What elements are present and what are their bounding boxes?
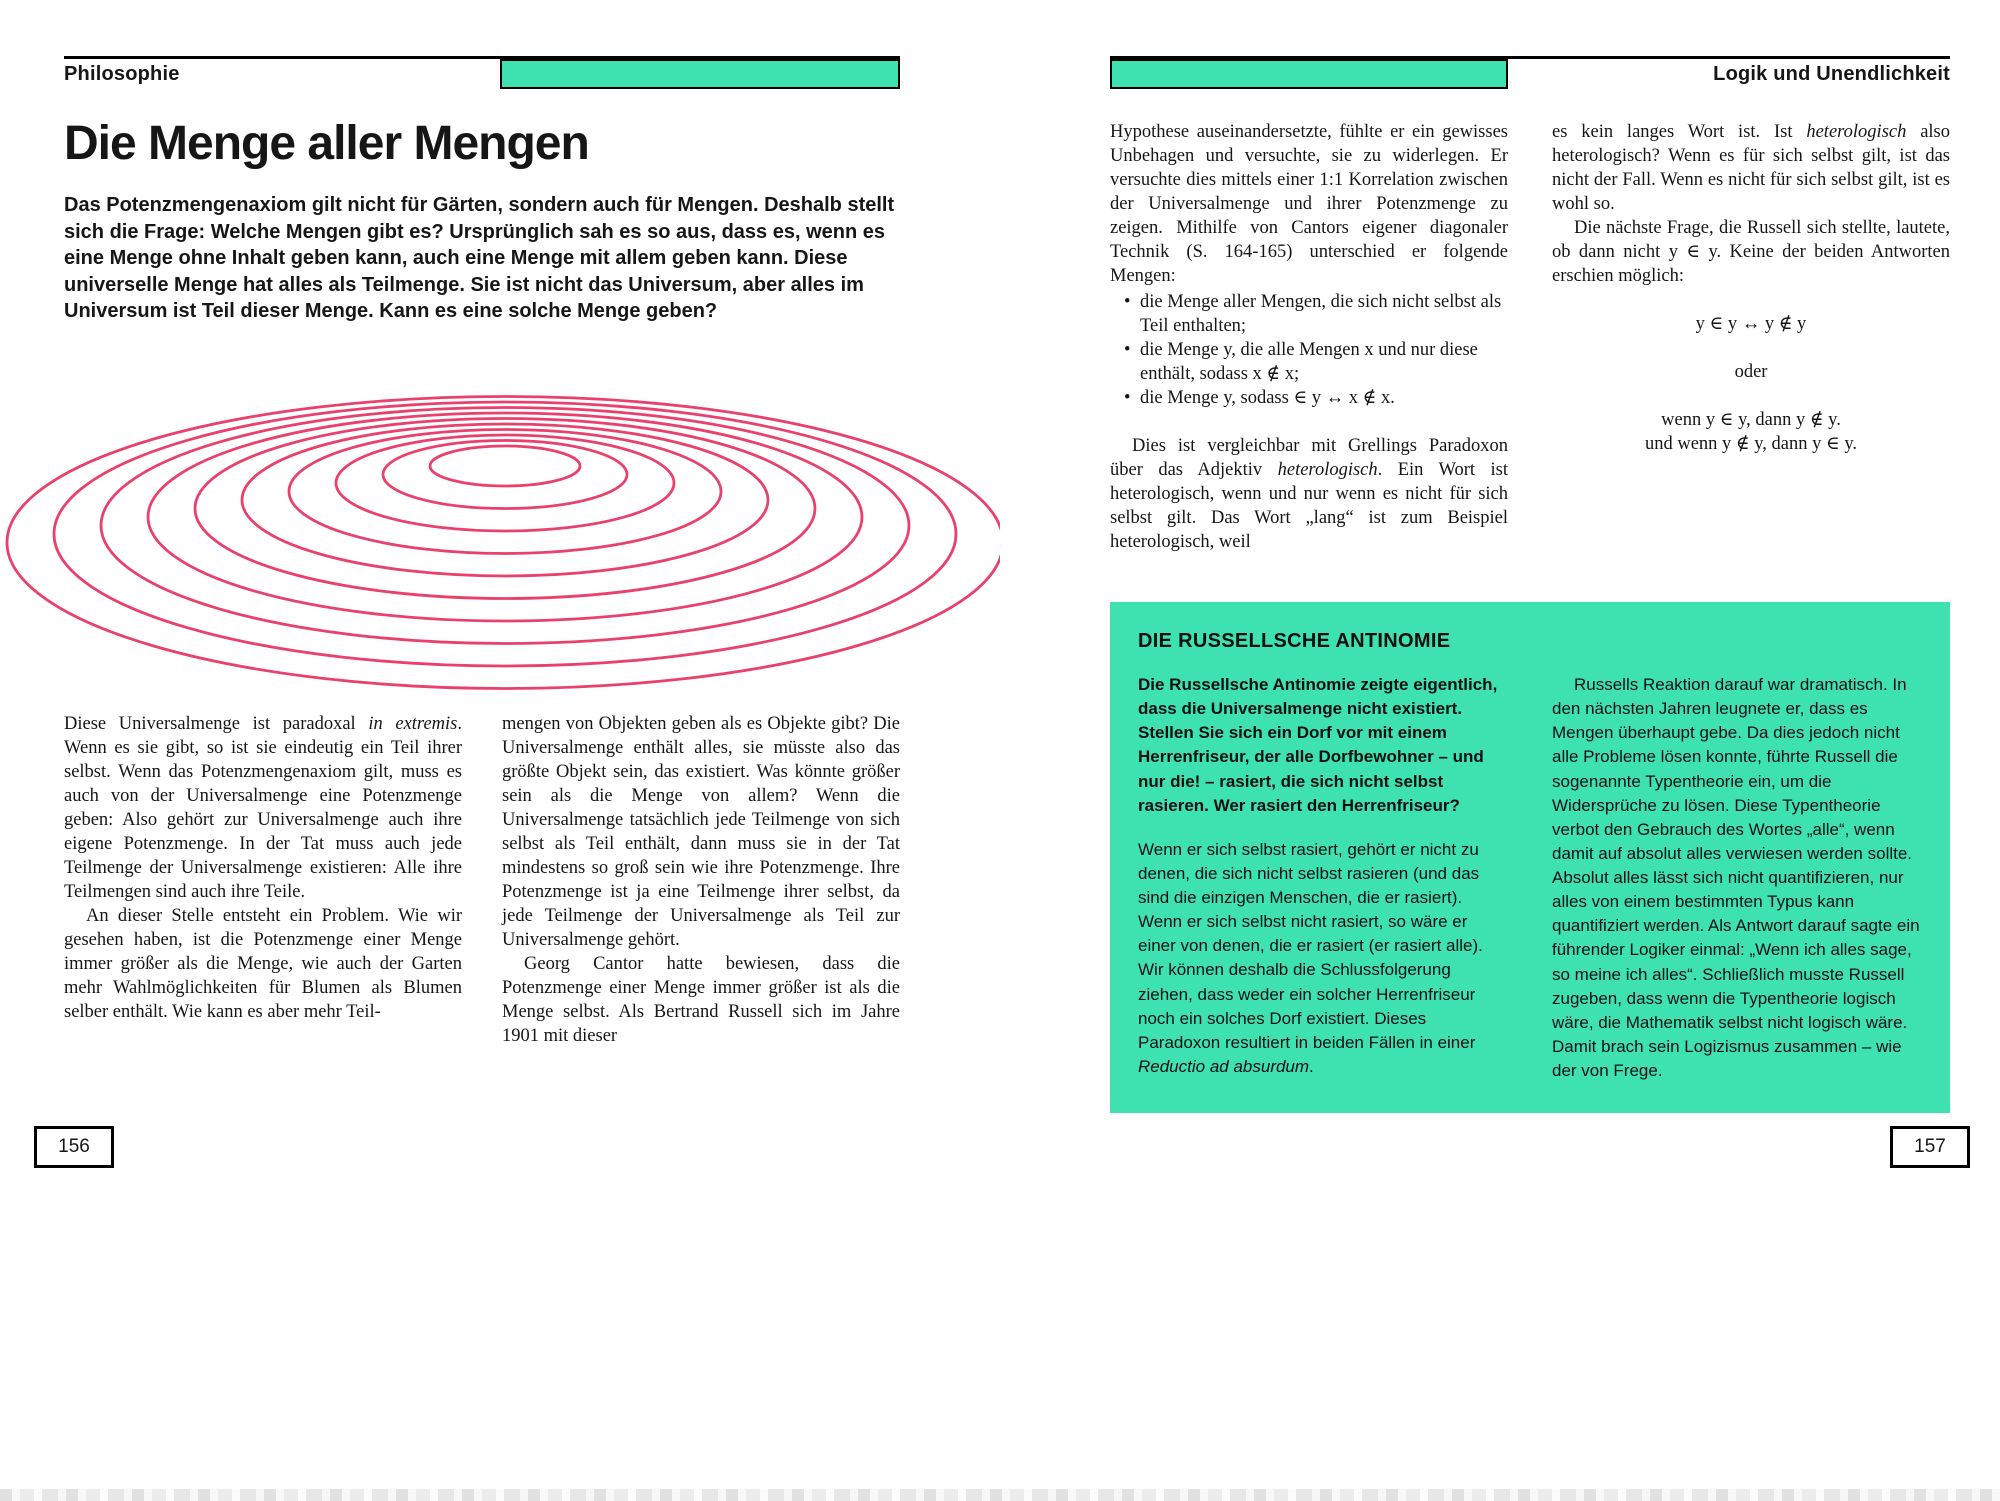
page-bottom-edge (0, 1489, 2000, 1501)
infobox-columns (1138, 673, 1922, 1083)
ripple-rings (7, 397, 1000, 689)
infobox-paragraph: Die Russellsche Antinomie zeigte eigentlich, dass die Universalmenge nicht existiert. Stellen Sie sich ein Dorf vor mit einem Herrenfriseur, der alle Dorfbewohner – und nur die! – rasiert, die sich nicht selbst rasieren. Wer rasiert den Herrenfriseur? (1138, 675, 1498, 815)
paragraph: Diese Universalmenge ist paradoxal in extremis. Wenn es sie gibt, so ist sie eindeutig ein Teil ihrer selbst. Wenn das Potenzmengenaxiom gilt, muss es auch von der Universalmenge eine Potenzmenge geben: Also gehört zur Universalmenge auch ihre eigene Potenzmenge. In der Tat muss auch jede Teilmenge der Universalmenge existieren: Alle ihre Teilmengen sind auch ihre Teile. (64, 714, 462, 902)
formula-conditional-1: wenn y ∈ y, dann y ∉ y. (1661, 410, 1841, 430)
formula-biconditional: y ∈ y ↔ y ∉ y (1695, 314, 1807, 334)
paragraph: Die nächste Frage, die Russell sich stellte, lautete, ob dann nicht y ∈ y. Keine der beiden Antworten erschien möglich: (1552, 218, 1950, 286)
right-section-label: Logik und Unendlichkeit (1713, 63, 1950, 85)
definition-item: • die Menge aller Mengen, die sich nicht selbst als Teil enthalten; (1124, 290, 1508, 338)
right-header-accent-bar (1110, 59, 1508, 89)
paragraph: Georg Cantor hatte bewiesen, dass die Potenzmenge einer Menge immer größer ist als die Menge selbst. Als Bertrand Russell sich im Jahre 1901 mit dieser (502, 954, 900, 1046)
paragraph: Dies ist vergleichbar mit Grellings Paradoxon über das Adjektiv heterologisch. Ein Wort ist heterologisch, wenn und nur wenn es nicht für sich selbst gilt. Das Wort „lang“ ist zum Beispiel heterologisch, weil (1110, 436, 1508, 552)
infobox-paragraph: Russells Reaktion darauf war dramatisch. In den nächsten Jahren leugnete er, dass es Mengen überhaupt gebe. Da dies jedoch nicht alle Probleme lösen konnte, führte Russell die sogenannte Typentheorie ein, um die Widersprüche zu lösen. Diese Typentheorie verbot den Gebrauch des Wortes „alle“, wenn damit auf absolut alles verwiesen werden sollte. Absolut alles lässt sich nicht quantifizieren, nur alles von einem bestimmten Typus kann quantifiziert werden. Als Antwort darauf sagte ein führender Logiker einmal: „Wenn ich alles sage, so meine ich alles“. Schließlich musste Russell zugeben, dass wenn die Typentheorie logisch wäre, die Mathematik selbst nicht logisch wäre. Damit brach sein Logizismus zusammen – wie der von Frege. (1552, 675, 1920, 1080)
formula-conditional-2: und wenn y ∉ y, dann y ∈ y. (1644, 434, 1858, 454)
set-definitions-list (1110, 290, 1508, 410)
ripple-ellipses-svg (0, 388, 1000, 693)
definition-item: • die Menge y, sodass ∈ y ↔ x ∉ x. (1124, 386, 1508, 410)
page-number-left (34, 1126, 114, 1168)
right-body-columns (1110, 120, 1950, 554)
paragraph: Hypothese auseinandersetzte, fühlte er ein gewisses Unbehagen und versuchte, sie zu widerlegen. Er versuchte dies mittels einer 1:1 Korrelation zwischen der Universalmenge und ihrer Potenzmenge zu zeigen. Mithilfe von Cantors eigener diagonaler Technik (S. 164-165) unterschied er folgende Mengen: (1110, 122, 1508, 286)
paragraph: es kein langes Wort ist. Ist heterologisch also heterologisch? Wenn es für sich selbst gilt, ist das nicht der Fall. Wenn es nicht für sich selbst gilt, ist es wohl so. (1552, 122, 1950, 214)
left-body-columns (64, 712, 900, 1048)
left-header-accent-bar (500, 59, 900, 89)
article-lead: Das Potenzmengenaxiom gilt nicht für Gärten, sondern auch für Mengen. Deshalb stellt sich die Frage: Welche Mengen gibt es? Ursprünglich sah es so aus, dass es, wenn es eine Menge ohne Inhalt geben kann, auch eine Menge mit allem geben kann. Diese universelle Menge hat alles als Teilmenge. Sie ist nicht das Universum, aber alles im Universum ist Teil dieser Menge. Kann es eine solche Menge geben? (64, 194, 895, 323)
infobox-paragraph: Wenn er sich selbst rasiert, gehört er nicht zu denen, die sich nicht selbst rasieren (und das sind die einzigen Menschen, die er rasiert). Wenn er sich selbst nicht rasiert, so wäre er einer von denen, die er rasiert (er rasiert alle). Wir können deshalb die Schlussfolgerung ziehen, dass weder ein solcher Herrenfriseur noch ein solches Dorf existiert. Dieses Paradoxon resultiert in beiden Fällen in einer Reductio ad absurdum. (1138, 839, 1483, 1076)
left-section-label: Philosophie (64, 63, 180, 85)
infobox-column-2 (1552, 673, 1922, 1083)
definition-item: • die Menge y, die alle Mengen x und nur diese enthält, sodass x ∉ x; (1124, 338, 1508, 386)
left-column-2 (502, 712, 900, 1048)
infobox-title: DIE RUSSELLSCHE ANTINOMIE (1138, 630, 1451, 652)
right-column-1 (1110, 120, 1508, 554)
concentric-ellipses-graphic (0, 388, 1000, 693)
article-title: Die Menge aller Mengen (64, 117, 589, 170)
right-running-head (1110, 56, 1950, 90)
formula-or-label: oder (1734, 362, 1768, 382)
left-running-head (64, 56, 900, 90)
russell-antinomy-box (1110, 602, 1950, 1113)
page-number-right-value: 157 (1914, 1136, 1946, 1157)
page-right (1000, 0, 2000, 1501)
page-number-right (1890, 1126, 1970, 1168)
right-column-2 (1552, 120, 1950, 554)
paragraph: An dieser Stelle entsteht ein Problem. Wie wir gesehen haben, ist die Potenzmenge einer Menge immer größer als die Menge, wie auch der Garten mehr Wahlmöglichkeiten für Blumen als Blumen selber enthält. Wie kann es aber mehr Teil- (64, 906, 462, 1022)
infobox-column-1 (1138, 673, 1508, 1083)
paragraph: mengen von Objekten geben als es Objekte gibt? Die Universalmenge enthält alles, sie müsste also das größte Objekt sein, das existiert. Was könnte größer sein als die Menge von allem? Wenn die Universalmenge tatsächlich jede Teilmenge von sich selbst als Teil enthält, dann muss sie in der Tat mindestens so groß sein wie ihre Potenzmenge. Ihre Potenzmenge ist ja eine Teilmenge ihrer selbst, da jede Teilmenge der Universalmenge als Teil zur Universalmenge gehört. (502, 714, 900, 950)
left-column-1 (64, 712, 462, 1048)
page-number-left-value: 156 (58, 1136, 90, 1157)
